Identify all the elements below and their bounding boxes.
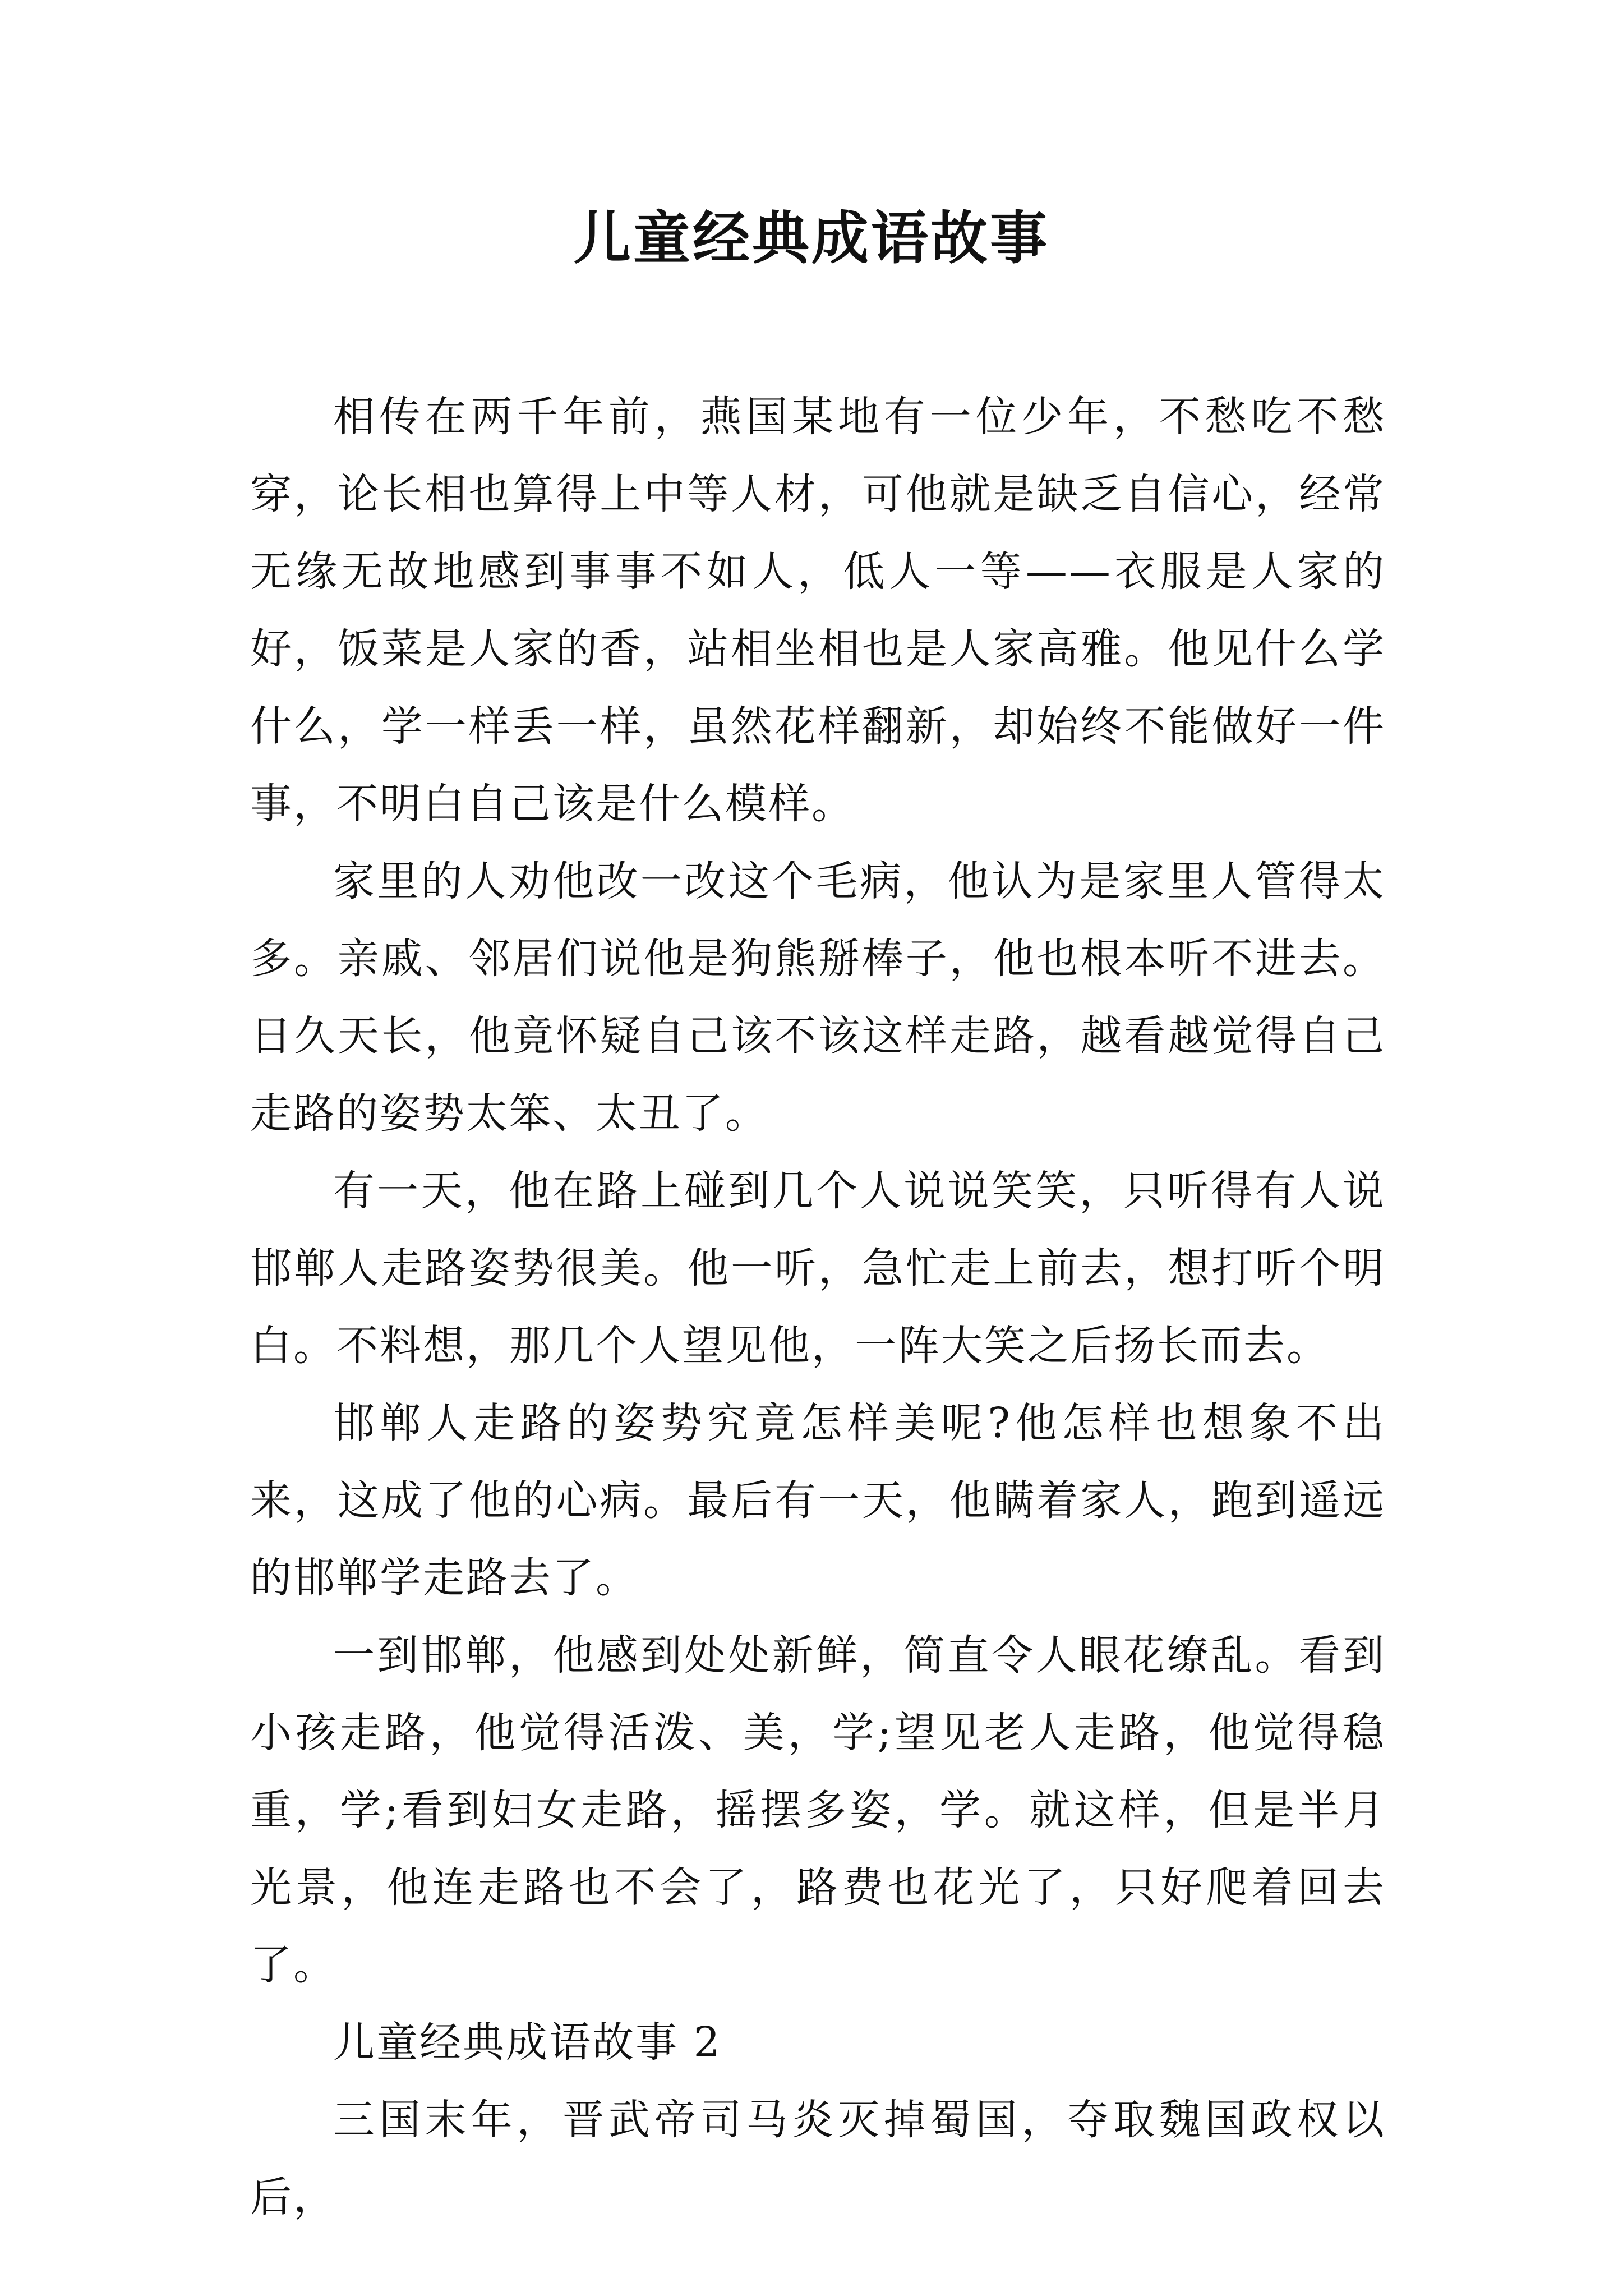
paragraph-5: 一到邯郸，他感到处处新鲜，简直令人眼花缭乱。看到小孩走路，他觉得活泼、美，学;望见老人走路，他觉得稳重，学;看到妇女走路，摇摆多姿，学。就这样，但是半月光景，他连走路也不会了，路费也花光了，只好爬着回去了。: [250, 1631, 1386, 1989]
paragraph-3: 有一天，他在路上碰到几个人说说笑笑，只听得有人说邯郸人走路姿势很美。他一听，急忙走上前去，想打听个明白。不料想，那几个人望见他，一阵大笑之后扬长而去。: [250, 1167, 1386, 1370]
document-body: [250, 378, 1386, 2236]
document-title: 儿童经典成语故事: [574, 205, 1049, 272]
paragraph-4: 邯郸人走路的姿势究竟怎样美呢?他怎样也想象不出来，这成了他的心病。最后有一天，他瞒着家人，跑到遥远的邯郸学走路去了。: [250, 1399, 1386, 1602]
paragraph-6: 三国末年，晋武帝司马炎灭掉蜀国，夺取魏国政权以后，: [250, 2096, 1386, 2221]
paragraph-1: 相传在两千年前，燕国某地有一位少年，不愁吃不愁穿，论长相也算得上中等人材，可他就是缺乏自信心，经常无缘无故地感到事事不如人，低人一等——衣服是人家的好，饭菜是人家的香，站相坐相也是人家高雅。他见什么学什么，学一样丢一样，虽然花样翻新，却始终不能做好一件事，不明白自己该是什么模样。: [250, 393, 1386, 828]
paragraph-2: 家里的人劝他改一改这个毛病，他认为是家里人管得太多。亲戚、邻居们说他是狗熊掰棒子，他也根本听不进去。日久天长，他竟怀疑自己该不该这样走路，越看越觉得自己走路的姿势太笨、太丑了。: [250, 857, 1386, 1138]
section-heading-2: 儿童经典成语故事 2: [333, 2018, 722, 2067]
